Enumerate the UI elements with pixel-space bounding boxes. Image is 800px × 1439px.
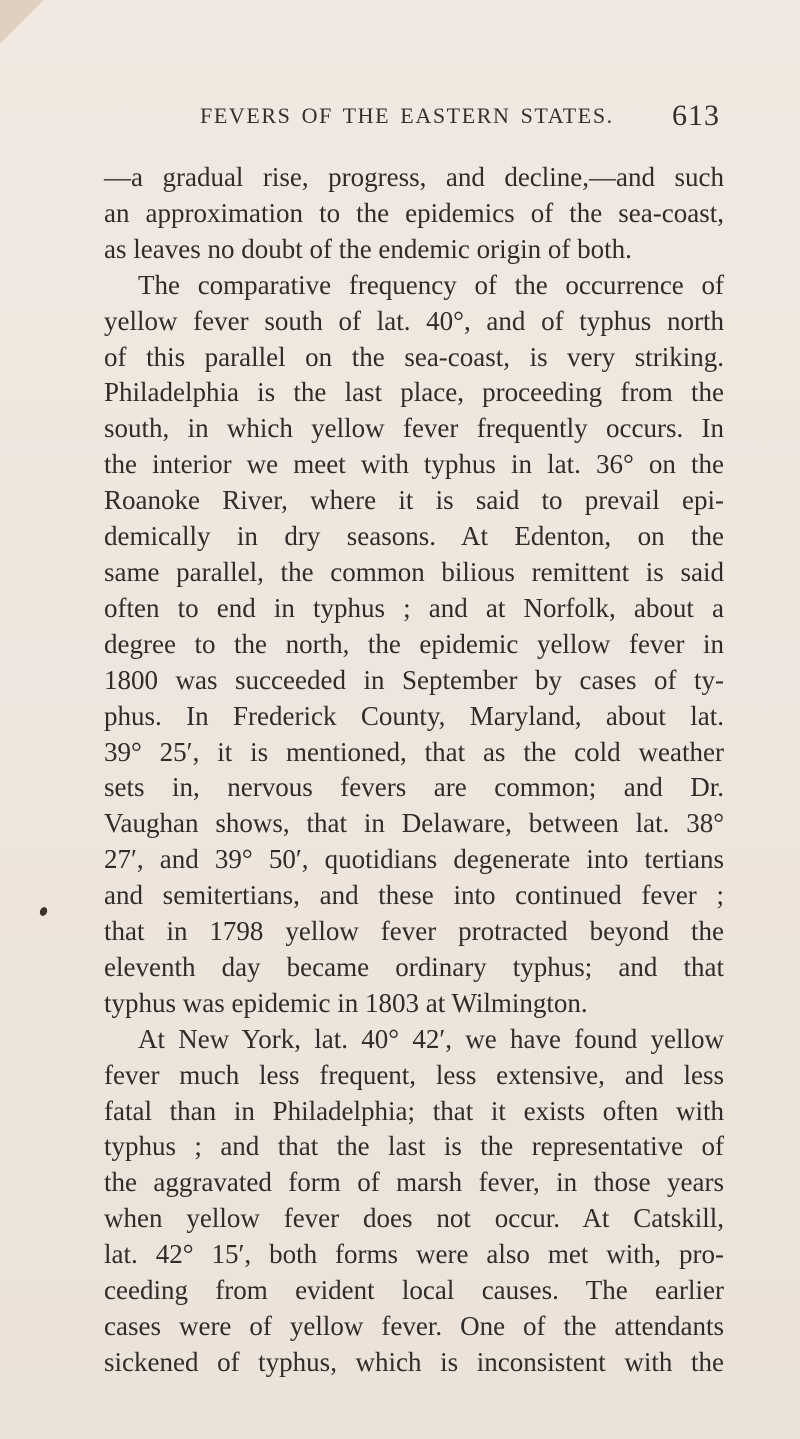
text-line: Philadelphia is the last place, proceeding from the — [104, 377, 724, 408]
page-number: 613 — [672, 99, 720, 132]
text-line: south, in which yellow fever frequently occurs. In — [104, 413, 724, 444]
text-line: fatal than in Philadelphia; that it exists often with — [104, 1095, 724, 1126]
text-line: that in 1798 yellow fever protracted beyond the — [104, 916, 724, 947]
text-line: typhus ; and that the last is the representative of — [104, 1131, 724, 1162]
text-line: eleventh day became ordinary typhus; and that — [104, 951, 724, 982]
text-line: typhus was epidemic in 1803 at Wilmington. — [104, 987, 588, 1018]
text-line: cases were of yellow fever. One of the attendants — [104, 1311, 724, 1341]
text-line: 1800 was succeeded in September by cases of ty- — [104, 664, 724, 695]
text-line: Roanoke River, where it is said to prevail epi- — [104, 485, 724, 516]
text-line: 39° 25′, it is mentioned, that as the cold weather — [104, 736, 724, 767]
text-line: fever much less frequent, less extensive, and less — [104, 1059, 724, 1090]
text-line: 27′, and 39° 50′, quotidians degenerate into tertians — [104, 844, 724, 875]
page-corner-shadow — [0, 0, 44, 44]
text-line: of this parallel on the sea-coast, is very striking. — [104, 341, 724, 372]
text-line: yellow fever south of lat. 40°, and of typhus north — [104, 305, 724, 336]
text-line: degree to the north, the epidemic yellow fever in — [104, 628, 724, 659]
text-line: when yellow fever does not occur. At Catskill, — [104, 1203, 724, 1234]
text-line: same parallel, the common bilious remittent is said — [104, 556, 724, 587]
text-line: The comparative frequency of the occurrence of — [138, 269, 724, 300]
text-line: At New York, lat. 40° 42′, we have found yellow — [138, 1023, 724, 1054]
text-line: often to end in typhus ; and at Norfolk, about a — [104, 592, 724, 623]
text-line: —a gradual rise, progress, and decline,—and such — [104, 162, 724, 192]
text-line: an approximation to the epidemics of the sea-coast, — [104, 197, 724, 228]
text-line: ceeding from evident local causes. The earlier — [104, 1275, 724, 1306]
running-title: FEVERS OF THE EASTERN STATES. — [200, 103, 614, 128]
body-text — [104, 160, 724, 1381]
text-line: lat. 42° 15′, both forms were also met with, pro- — [104, 1239, 724, 1270]
text-line: as leaves no doubt of the endemic origin of both. — [104, 233, 632, 264]
text-line: the interior we meet with typhus in lat. 36° on the — [104, 449, 724, 480]
text-line: the aggravated form of marsh fever, in those years — [104, 1167, 724, 1198]
text-line: sickened of typhus, which is inconsistent with the — [104, 1346, 724, 1377]
text-line: and semitertians, and these into continued fever ; — [104, 880, 724, 911]
text-line: phus. In Frederick County, Maryland, about lat. — [104, 700, 724, 731]
ink-blot — [38, 906, 48, 917]
text-line: Vaughan shows, that in Delaware, between lat. 38° — [104, 808, 724, 839]
text-line: demically in dry seasons. At Edenton, on the — [104, 521, 724, 552]
text-line: sets in, nervous fevers are common; and Dr. — [104, 772, 724, 803]
